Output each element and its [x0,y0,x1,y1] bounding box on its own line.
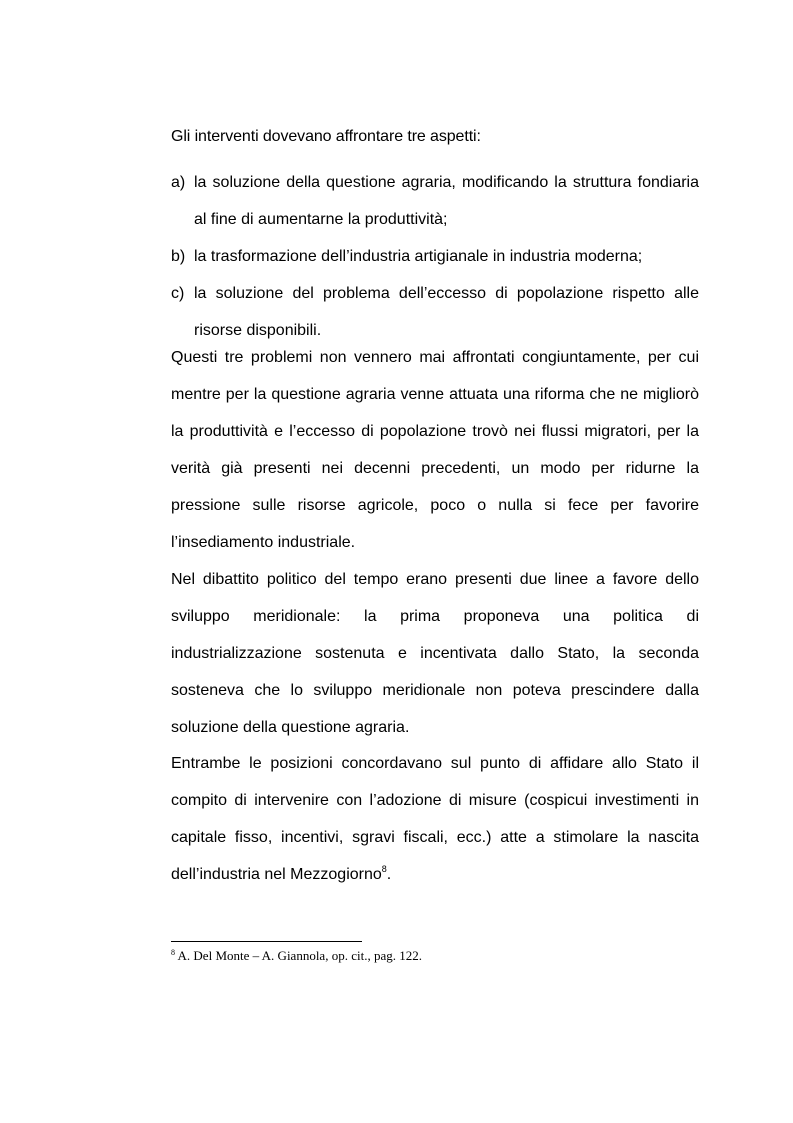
aspects-list [171,164,699,349]
footnote-separator [171,941,362,942]
list-item [171,164,699,238]
list-marker: b) [171,248,186,265]
paragraph-positions-text: Entrambe le posizioni concordavano sul punto di affidare allo Stato il compito di intervenire con l’adozione di misure (cospicui investimenti in capitale fisso, incentivi, sgravi fiscali, ecc.) atte a stimolare la nascita dell’industria nel Mezzogiorno [171,755,699,883]
intro-line: Gli interventi dovevano affrontare tre aspetti: [171,128,481,145]
footnote [171,948,699,964]
list-item [171,238,699,275]
list-marker: c) [171,285,185,302]
paragraph-debate: Nel dibattito politico del tempo erano presenti due linee a favore dello sviluppo meridionale: la prima proponeva una politica di industrializzazione sostenuta e incentivata dallo Stato, la seconda sosteneva che lo sviluppo meridionale non poteva prescindere dalla soluzione della questione agraria. [171,571,699,736]
list-item-text: la soluzione della questione agraria, modificando la struttura fondiaria al fine di aumentarne la produttività; [194,174,699,228]
footnote-number: 8 [171,948,175,957]
list-marker: a) [171,174,186,191]
paragraph-positions [171,745,699,893]
paragraph-end-punct: . [386,866,392,883]
list-item [171,275,699,349]
footnote-reference[interactable]: 8 [381,864,387,874]
paragraph-problems: Questi tre problemi non vennero mai affrontati congiuntamente, per cui mentre per la questione agraria venne attuata una riforma che ne migliorò la produttività e l’eccesso di popolazione trovò nei flussi migratori, per la verità già presenti nei decenni precedenti, un modo per ridurne la pressione sulle risorse agricole, poco o nulla si fece per favorire l’insediamento industriale. [171,349,699,551]
footnote-text: A. Del Monte – A. Giannola, op. cit., pag. 122. [175,948,422,963]
list-item-text: la soluzione del problema dell’eccesso di popolazione rispetto alle risorse disponibili. [194,285,699,339]
list-item-text: la trasformazione dell’industria artigianale in industria moderna; [194,248,643,265]
